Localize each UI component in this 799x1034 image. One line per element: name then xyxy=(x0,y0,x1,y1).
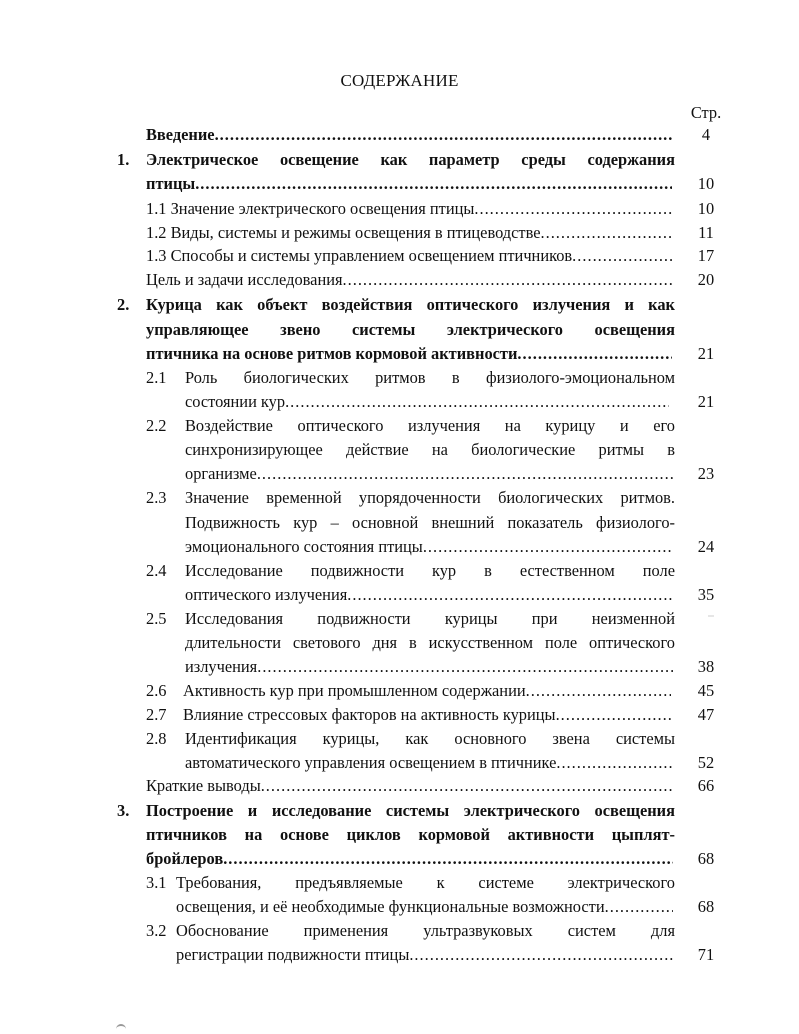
leader-dots xyxy=(257,462,674,486)
toc-entry-2-4-cont[interactable] xyxy=(185,583,673,607)
toc-entry-title: Цель и задачи исследования xyxy=(146,270,343,289)
toc-entry-summary[interactable] xyxy=(146,774,673,798)
toc-page-number: 52 xyxy=(697,753,715,772)
toc-entry-title: Краткие выводы xyxy=(146,776,261,795)
toc-page-number: 17 xyxy=(697,246,715,265)
section-number: 2.3 xyxy=(146,488,167,507)
toc-page-number: 21 xyxy=(697,344,715,363)
toc-entry-2-3-end[interactable] xyxy=(185,535,673,559)
toc-page-number: 10 xyxy=(697,174,715,193)
section-number: 2.6 xyxy=(146,681,167,700)
section-number: 3.2 xyxy=(146,921,167,940)
toc-page-number: 11 xyxy=(698,223,714,242)
toc-entry-2-3-cont[interactable]: Подвижность кур – основной внешний показатель физиолого- xyxy=(185,513,675,532)
section-number: 2.2 xyxy=(146,416,167,435)
toc-entry-title: бройлеров xyxy=(146,849,224,868)
toc-entry-2-5-end[interactable] xyxy=(185,655,673,679)
toc-page-number: 45 xyxy=(697,681,715,700)
page-column-header: Стр. xyxy=(690,103,722,122)
toc-entry-title: автоматического управления освещением в птичнике xyxy=(185,753,557,772)
toc-entry-title: птичника на основе ритмов кормовой активности xyxy=(146,344,518,363)
chapter-number: 2. xyxy=(117,295,130,314)
toc-entry-chapter-3[interactable]: Построение и исследование системы электрического освещения xyxy=(146,801,675,820)
toc-entry-chapter-3-end[interactable] xyxy=(146,847,673,871)
toc-page-number: 35 xyxy=(697,585,715,604)
page-title: СОДЕРЖАНИЕ xyxy=(340,71,459,90)
chapter-number: 3. xyxy=(117,801,130,820)
toc-page-number: 4 xyxy=(701,125,711,144)
section-number: 2.5 xyxy=(146,609,167,628)
toc-page-number: 38 xyxy=(697,657,715,676)
toc-entry-title: 1.2 Виды, системы и режимы освещения в птицеводстве xyxy=(146,223,541,242)
toc-entry-2-2[interactable]: Воздействие оптического излучения на курицу и его xyxy=(185,416,675,435)
section-number: 2.1 xyxy=(146,368,167,387)
toc-entry-title: состоянии кур xyxy=(185,392,286,411)
toc-entry-title: освещения, и её необходимые функциональные возможности xyxy=(176,897,605,916)
leader-dots xyxy=(195,172,672,196)
toc-page-number: 47 xyxy=(697,705,715,724)
toc-entry-title: Введение xyxy=(146,125,215,144)
toc-page-number: 68 xyxy=(697,849,715,868)
leader-dots xyxy=(556,703,671,727)
leader-dots xyxy=(423,535,673,559)
toc-entry-2-3[interactable]: Значение временной упорядоченности биологических ритмов. xyxy=(185,488,675,507)
toc-entry-title: Влияние стрессовых факторов на активность курицы xyxy=(183,705,556,724)
toc-entry-chapter-3-cont[interactable]: птичников на основе циклов кормовой активности цыплят- xyxy=(146,825,675,844)
toc-entry-title: излучения xyxy=(185,657,258,676)
leader-dots xyxy=(474,197,672,221)
leader-dots xyxy=(605,895,673,919)
toc-entry-aims[interactable] xyxy=(146,268,672,292)
toc-entry-2-6[interactable] xyxy=(183,679,671,703)
toc-entry-title: эмоционального состояния птицы xyxy=(185,537,423,556)
toc-entry-2-2-end[interactable] xyxy=(185,462,674,486)
toc-entry-chapter-2[interactable]: Курица как объект воздействия оптического излучения и как xyxy=(146,295,675,314)
toc-page-number: 24 xyxy=(697,537,715,556)
toc-entry-intro[interactable] xyxy=(146,123,672,147)
leader-dots xyxy=(285,390,669,414)
toc-entry-title: 1.3 Способы и системы управлением освещением птичников xyxy=(146,246,573,265)
toc-entry-2-2-cont[interactable]: синхронизирующее действие на биологические ритмы в xyxy=(185,440,675,459)
toc-entry-1-1[interactable] xyxy=(146,197,672,221)
toc-entry-3-2[interactable]: Обоснование применения ультразвуковых систем для xyxy=(176,921,675,940)
toc-entry-title: Активность кур при промышленном содержании xyxy=(183,681,526,700)
leader-dots xyxy=(257,655,673,679)
leader-dots xyxy=(517,342,672,366)
toc-page-number: 21 xyxy=(697,392,715,411)
toc-page-number: 20 xyxy=(697,270,715,289)
toc-entry-chapter-1[interactable]: Электрическое освещение как параметр среды содержания xyxy=(146,150,675,169)
leader-dots xyxy=(343,268,672,292)
toc-entry-chapter-2-cont[interactable]: управляющее звено системы электрического освещения xyxy=(146,320,675,339)
toc-page-number: 23 xyxy=(697,464,715,483)
toc-entry-title: регистрации подвижности птицы xyxy=(176,945,410,964)
chapter-number: 1. xyxy=(117,150,130,169)
leader-dots xyxy=(215,123,672,147)
leader-dots xyxy=(347,583,673,607)
toc-entry-2-5-cont[interactable]: длительности светового дня в искусственном поле оптического xyxy=(185,633,675,652)
toc-entry-chapter-1-cont[interactable] xyxy=(146,172,672,196)
toc-entry-1-3[interactable] xyxy=(146,244,672,268)
toc-entry-2-4[interactable]: Исследование подвижности кур в естественном поле xyxy=(185,561,675,580)
toc-entry-3-1-cont[interactable] xyxy=(176,895,673,919)
leader-dots xyxy=(572,244,672,268)
section-number: 2.8 xyxy=(146,729,167,748)
leader-dots xyxy=(556,751,673,775)
toc-page-number: 10 xyxy=(697,199,715,218)
scan-speck xyxy=(708,615,714,617)
toc-entry-2-8[interactable]: Идентификация курицы, как основного звена системы xyxy=(185,729,675,748)
leader-dots xyxy=(526,679,671,703)
scan-mark xyxy=(116,1024,126,1032)
toc-entry-title: 1.1 Значение электрического освещения птицы xyxy=(146,199,475,218)
toc-page-number: 68 xyxy=(697,897,715,916)
toc-entry-title: птицы xyxy=(146,174,196,193)
toc-entry-3-2-cont[interactable] xyxy=(176,943,673,967)
section-number: 2.4 xyxy=(146,561,167,580)
toc-entry-title: организме xyxy=(185,464,257,483)
toc-entry-2-8-cont[interactable] xyxy=(185,751,673,775)
toc-entry-2-1-cont[interactable] xyxy=(185,390,669,414)
toc-page-number: 71 xyxy=(697,945,715,964)
toc-entry-1-2[interactable] xyxy=(146,221,672,245)
section-number: 2.7 xyxy=(146,705,167,724)
toc-entry-2-7[interactable] xyxy=(183,703,671,727)
toc-entry-3-1[interactable]: Требования, предъявляемые к системе электрического xyxy=(176,873,675,892)
toc-entry-2-1[interactable]: Роль биологических ритмов в физиолого-эмоциональном xyxy=(185,368,675,387)
leader-dots xyxy=(261,774,673,798)
leader-dots xyxy=(409,943,673,967)
toc-entry-chapter-2-end[interactable] xyxy=(146,342,672,366)
toc-page-number: 66 xyxy=(697,776,715,795)
toc-entry-title: оптического излучения xyxy=(185,585,348,604)
leader-dots xyxy=(223,847,673,871)
section-number: 3.1 xyxy=(146,873,167,892)
toc-entry-2-5[interactable]: Исследования подвижности курицы при неизменной xyxy=(185,609,675,628)
leader-dots xyxy=(541,221,672,245)
